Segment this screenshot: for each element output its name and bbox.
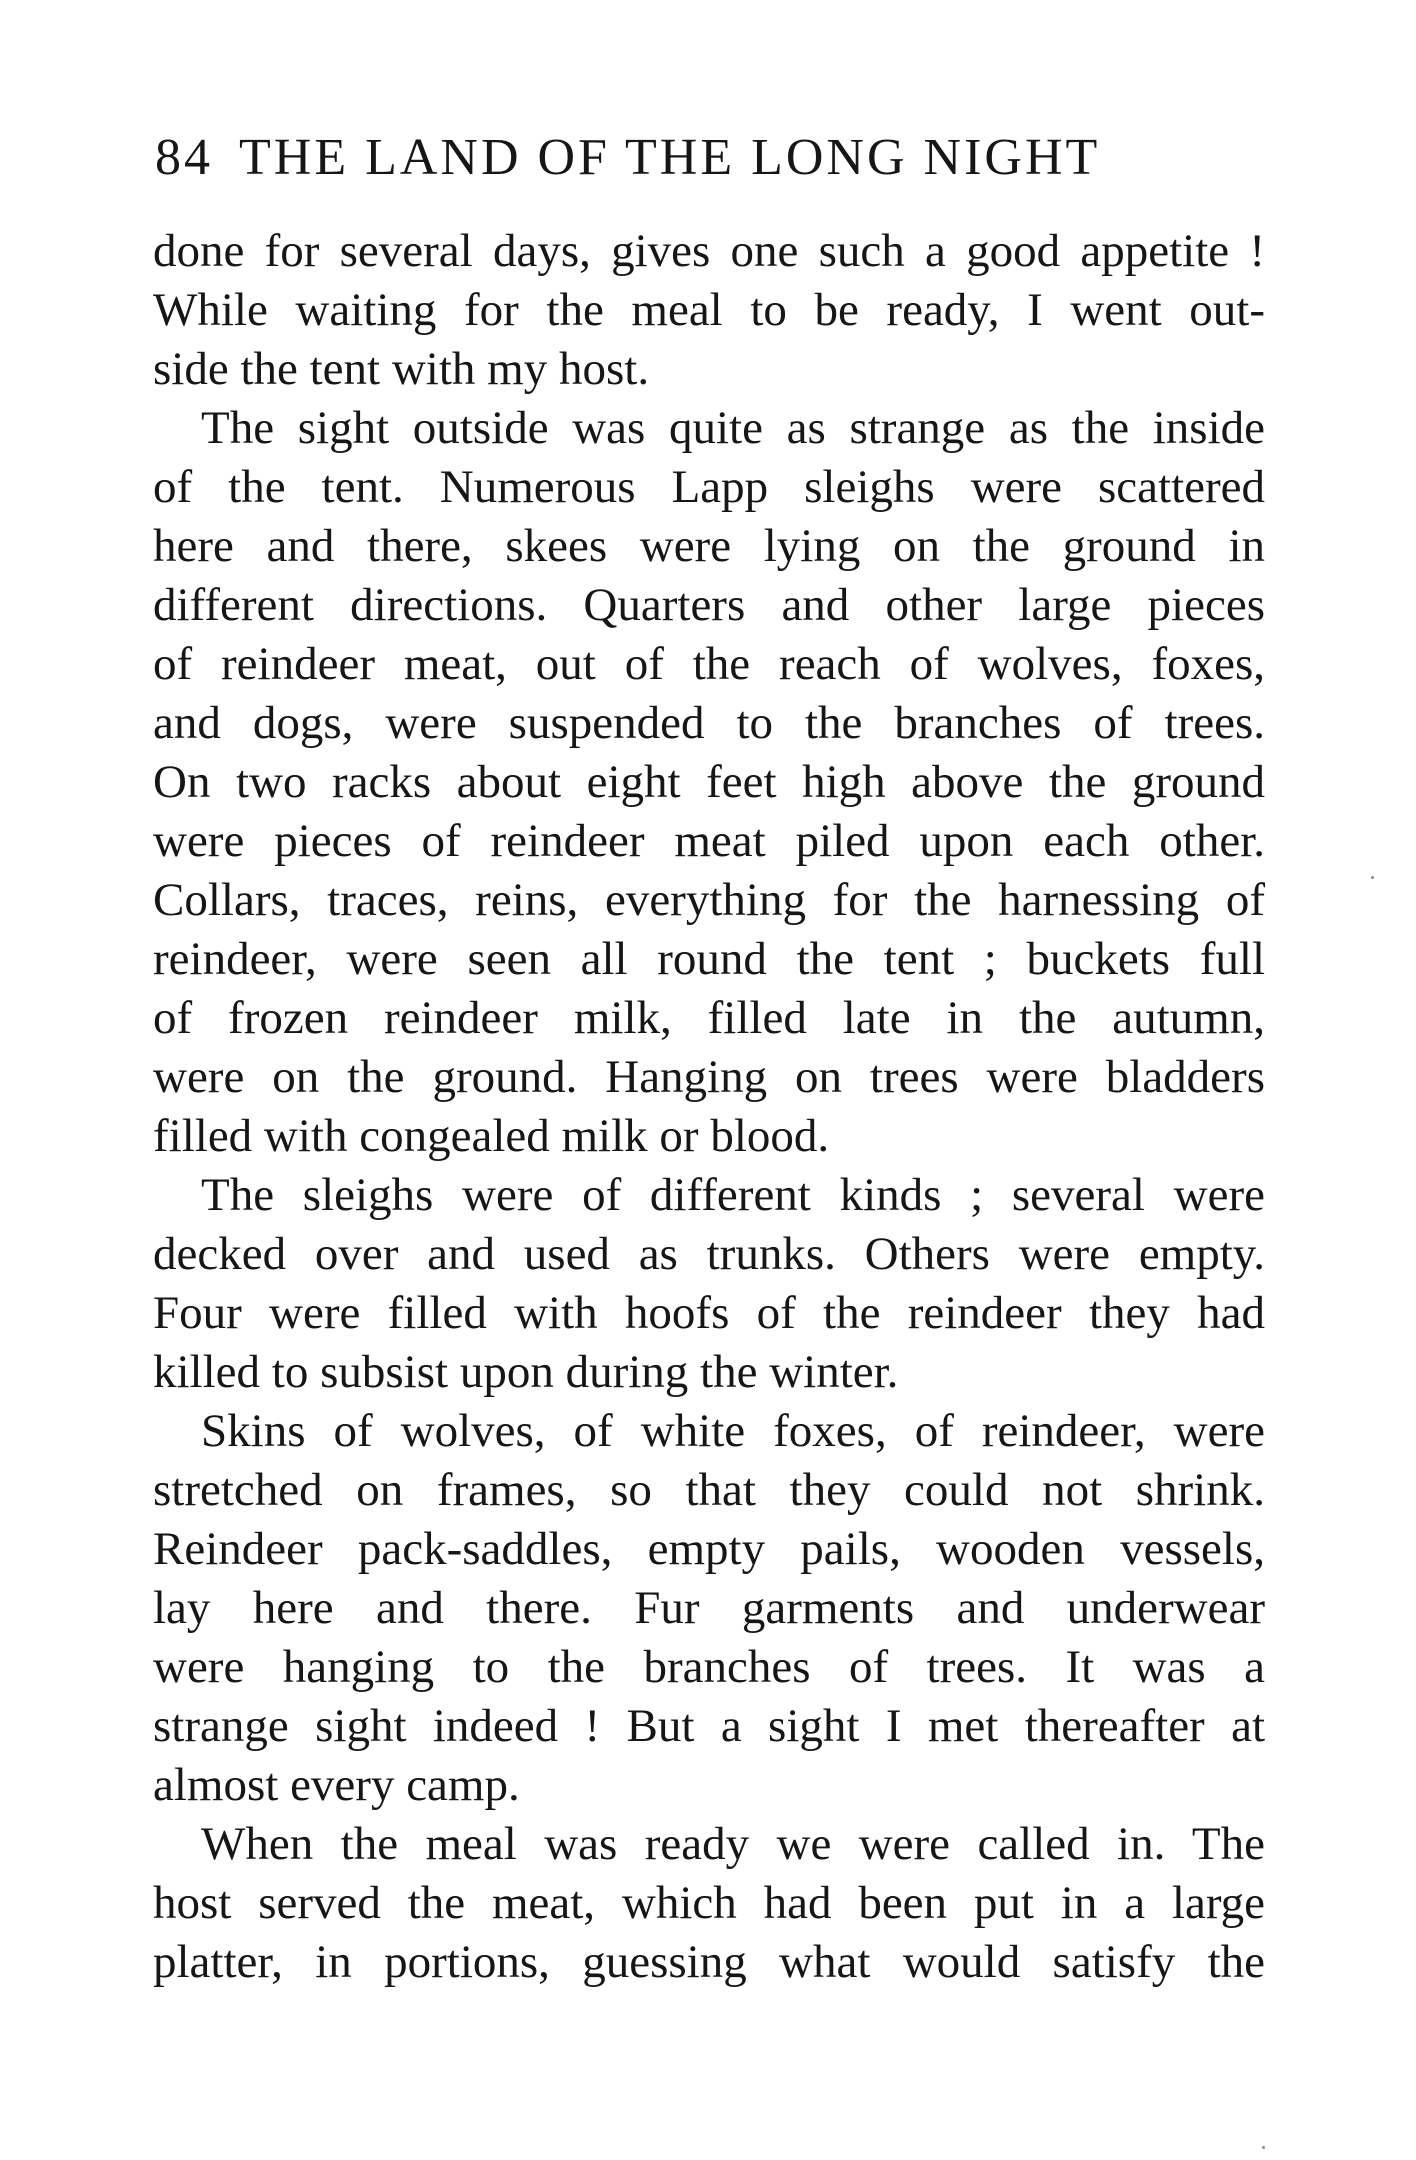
running-head [155,128,1265,188]
text-line: Collars, traces, reins, everything for the harnessing of [153,874,1265,926]
text-line: Skins of wolves, of white foxes, of reindeer, were [201,1405,1265,1457]
scan-speck [1371,876,1374,879]
text-line: When the meal was ready we were called in. The [201,1818,1265,1870]
text-line: were hanging to the branches of trees. It was a [153,1641,1265,1693]
text-line: filled with congealed milk or blood. [153,1110,830,1162]
text-line: of reindeer meat, out of the reach of wolves, foxes, [153,638,1265,690]
text-line: of frozen reindeer milk, filled late in the autumn, [153,992,1265,1044]
text-line: stretched on frames, so that they could not shrink. [153,1464,1265,1516]
text-line: and dogs, were suspended to the branches of trees. [153,697,1265,749]
scan-speck [1262,2146,1265,2149]
running-title: THE LAND OF THE LONG NIGHT [239,129,1101,186]
text-line: almost every camp. [153,1759,520,1811]
text-line: The sleighs were of different kinds ; several were [201,1169,1265,1221]
text-line: Reindeer pack-saddles, empty pails, wooden vessels, [153,1523,1265,1575]
text-line: done for several days, gives one such a good appetite ! [153,225,1265,277]
text-line: were pieces of reindeer meat piled upon each other. [153,815,1265,867]
text-line: killed to subsist upon during the winter. [153,1346,899,1398]
text-line: lay here and there. Fur garments and underwear [153,1582,1265,1634]
page-number: 84 [155,129,213,186]
text-line: On two racks about eight feet high above the ground [153,756,1265,808]
text-line: platter, in portions, guessing what would satisfy the [153,1936,1265,1988]
body-text [153,222,1265,1992]
text-line: strange sight indeed ! But a sight I met thereafter at [153,1700,1265,1752]
text-line: of the tent. Numerous Lapp sleighs were scattered [153,461,1265,513]
text-line: here and there, skees were lying on the ground in [153,520,1265,572]
text-line: decked over and used as trunks. Others were empty. [153,1228,1265,1280]
text-line: host served the meat, which had been put in a large [153,1877,1265,1929]
text-line: While waiting for the meal to be ready, I went out- [153,284,1265,336]
text-line: reindeer, were seen all round the tent ; buckets full [153,933,1265,985]
text-line: side the tent with my host. [153,343,650,395]
text-line: were on the ground. Hanging on trees were bladders [153,1051,1265,1103]
text-line: The sight outside was quite as strange as the inside [201,402,1265,454]
text-line: Four were filled with hoofs of the reindeer they had [153,1287,1265,1339]
text-line: different directions. Quarters and other large pieces [153,579,1265,631]
